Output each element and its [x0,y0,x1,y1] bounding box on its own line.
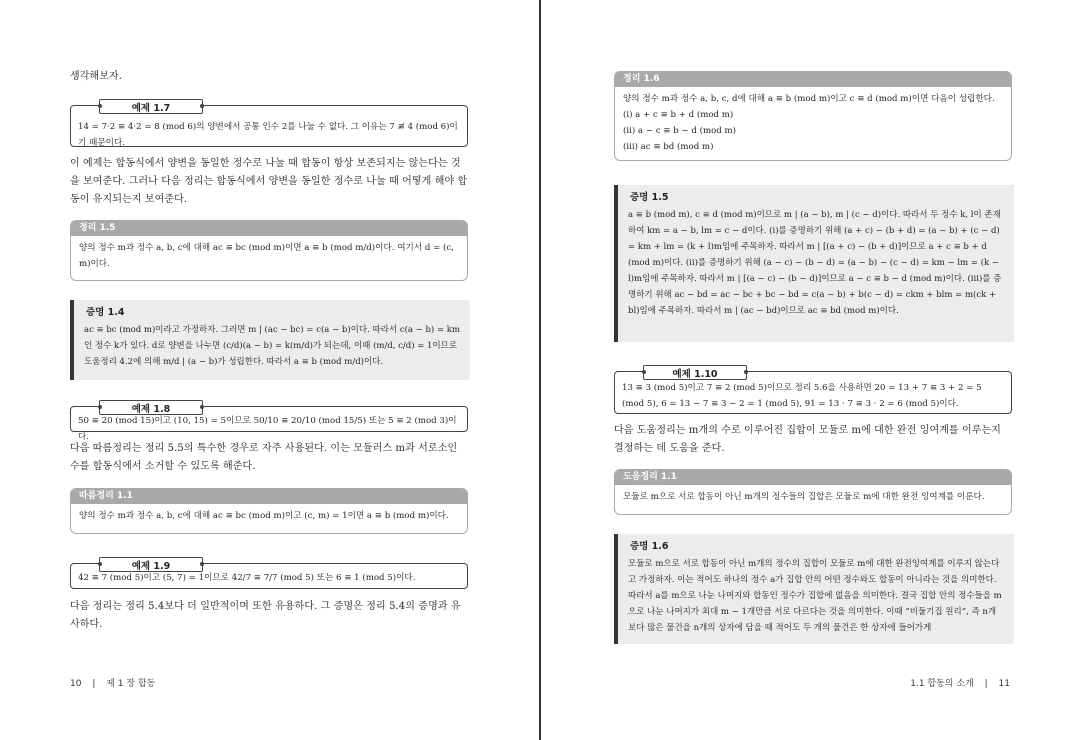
footer-separator: | [984,679,988,689]
proof-1-6 [614,534,1014,644]
example-1-10 [614,368,1012,414]
paragraph: 다음 정리는 정리 5.4보다 더 일반적이며 또한 유용하다. 그 증명은 정리 5.4의 증명과 유사하다. [70,601,461,630]
example-label: 예제 1.7 [131,102,171,114]
theorem-line: 양의 정수 m과 정수 a, b, c, d에 대해 a ≡ b (mod m)이고 c ≡ d (mod m)이면 다음이 성립한다. [623,94,995,104]
theorem-label: 정리 1.6 [615,72,1011,87]
proof-label: 증명 1.4 [86,307,125,318]
proof-text: a ≡ b (mod m), c ≡ d (mod m)이므로 m | (a − b), m | (c − d)이다. 따라서 두 정수 k, l이 존재하여 km = a − b, lm = c − d이다. (i)를 증명하기 위해 (a + c) − (b + d) = (a − b) + (c − d) = km + lm = (k + l)m임에 주목하자. 따라서 m | [(a + c) − (b + d)]이므로 a + c ≡ b + d (mod m)이다. (ii)를 증명하기 위해 (a − c) − (b − d) = (a − b) − (c − d) = km − lm = (k − l)m임에 주목하자. 따라서 m | [(a − c) − (b − d)]이므로 a − c ≡ b − d (mod m)이다. (iii)를 증명하기 위해 ac − bd = ac − bc + bc − bd = c(a − b) + b(c − d) = ckm + blm = m(ck + bl)임에 주목하자. 따라서 m | (ac − bd)이므로 ac ≡ bd (mod m)이다. [628,210,1002,316]
example-text: 42 ≡ 7 (mod 5)이고 (5, 7) = 1이므로 42/7 ≡ 7/7 (mod 5) 또는 6 ≡ 1 (mod 5)이다. [78,573,416,583]
section-title: 1.1 합동의 소개 [910,679,974,689]
page-footer [70,676,155,689]
paragraph: 다음 따름정리는 정리 5.5의 특수한 경우로 자주 사용된다. 이는 모듈러스 m과 서로소인 수를 합동식에서 소거할 수 있도록 해준다. [70,443,458,472]
theorem-line: (i) a + c ≡ b + d (mod m) [623,110,734,120]
footer-separator: | [92,679,96,689]
paragraph: 다음 도움정리는 m개의 수로 이루어진 집합이 모듈로 m에 대한 완전 잉여계를 이루는지 결정하는 데 도움을 준다. [614,425,1002,454]
proof-label: 증명 1.5 [630,192,669,203]
paragraph: 이 예제는 합동식에서 양변을 동일한 정수로 나눌 때 합동이 항상 보존되지는 않는다는 것을 보여준다. 그러나 다음 정리는 합동식에서 양변을 동일한 정수로 나눌 때 어떻게 해야 합동이 유지되는지 보여준다. [70,158,468,205]
example-1-9 [70,560,468,589]
lemma-text: 모듈로 m으로 서로 합동이 아닌 m개의 정수들의 집합은 모듈로 m에 대한 완전 잉여계를 이룬다. [623,492,985,502]
lemma-1-1 [614,469,1012,515]
right-page [542,0,1082,740]
corollary-text: 양의 정수 m과 정수 a, b, c에 대해 ac ≡ bc (mod m)이고 (c, m) = 1이면 a ≡ b (mod m)이다. [79,511,449,521]
theorem-text: 양의 정수 m과 정수 a, b, c에 대해 ac ≡ bc (mod m)이면 a ≡ b (mod m/d)이다. 여기서 d = (c, m)이다. [79,243,454,269]
example-text: 14 = 7·2 ≡ 4·2 = 8 (mod 6)의 양변에서 공통 인수 2를 나눌 수 없다. 그 이유는 7 ≢ 4 (mod 6)이기 때문이다. [78,122,458,148]
example-label: 예제 1.10 [672,368,718,380]
example-label: 예제 1.9 [131,560,171,572]
theorem-label: 정리 1.5 [71,221,467,236]
theorem-line: (iii) ac ≡ bd (mod m) [623,142,714,152]
proof-text: ac ≡ bc (mod m)이라고 가정하자. 그러면 m | (ac − bc) = c(a − b)이다. 따라서 c(a − b) = km인 정수 k가 있다. d로 양변을 나누면 (c/d)(a − b) = k(m/d)가 되는데, 이때 (m/d, c/d) = 1이므로 도움정리 4.2에 의해 m/d | (a − b)가 성립한다. 따라서 a ≡ b (mod m/d)이다. [84,325,460,367]
theorem-line: (ii) a − c ≡ b − d (mod m) [623,126,737,136]
chapter-title: 제 1 장 합동 [106,679,156,689]
corollary-label: 따름정리 1.1 [71,489,467,504]
example-text: 50 ≡ 20 (mod 15)이고 (10, 15) = 5이므로 50/10 ≡ 20/10 (mod 15/5) 또는 5 ≡ 2 (mod 3)이다. [78,416,457,442]
page-footer [910,676,1010,689]
page-number: 11 [998,679,1010,689]
example-1-8 [70,403,468,442]
example-text: 13 ≡ 3 (mod 5)이고 7 ≡ 2 (mod 5)이므로 정리 5.6을 사용하면 20 = 13 + 7 ≡ 3 + 2 = 5 (mod 5), 6 = 13 − 7 ≡ 3 − 2 = 1 (mod 5), 91 = 13 · 7 ≡ 3 · 2 = 6 (mod 5)이다. [622,383,982,409]
theorem-1-6 [614,71,1012,161]
theorem-1-5 [70,220,468,281]
example-1-7 [70,102,468,148]
lemma-label: 도움정리 1.1 [615,470,1011,485]
proof-label: 증명 1.6 [630,541,669,552]
proof-1-5 [614,185,1014,342]
proof-1-4 [70,300,470,380]
corollary-1-1 [70,488,468,534]
proof-text: 모듈로 m으로 서로 합동이 아닌 m개의 정수의 집합이 모듈로 m에 대한 완전잉여계를 이루지 않는다고 가정하자. 이는 적어도 하나의 정수 a가 집합 안의 어떤 정수와도 합동이 아니라는 것을 의미한다. 따라서 a를 m으로 나눈 나머지와 합동인 정수가 집합에 없음을 의미한다. 결국 집합 안의 정수들을 m으로 나눈 나머지가 최대 m − 1개만큼 서로 다르다는 것을 의미한다. 이때 “비둘기집 원리”, 즉 n개 보다 많은 물건을 n개의 상자에 담을 때 적어도 두 개의 물건은 한 상자에 들어가게 [628,559,1002,633]
example-label: 예제 1.8 [131,403,171,415]
intro-text: 생각해보자. [70,71,123,82]
left-page [0,0,540,740]
page-number: 10 [70,679,82,689]
